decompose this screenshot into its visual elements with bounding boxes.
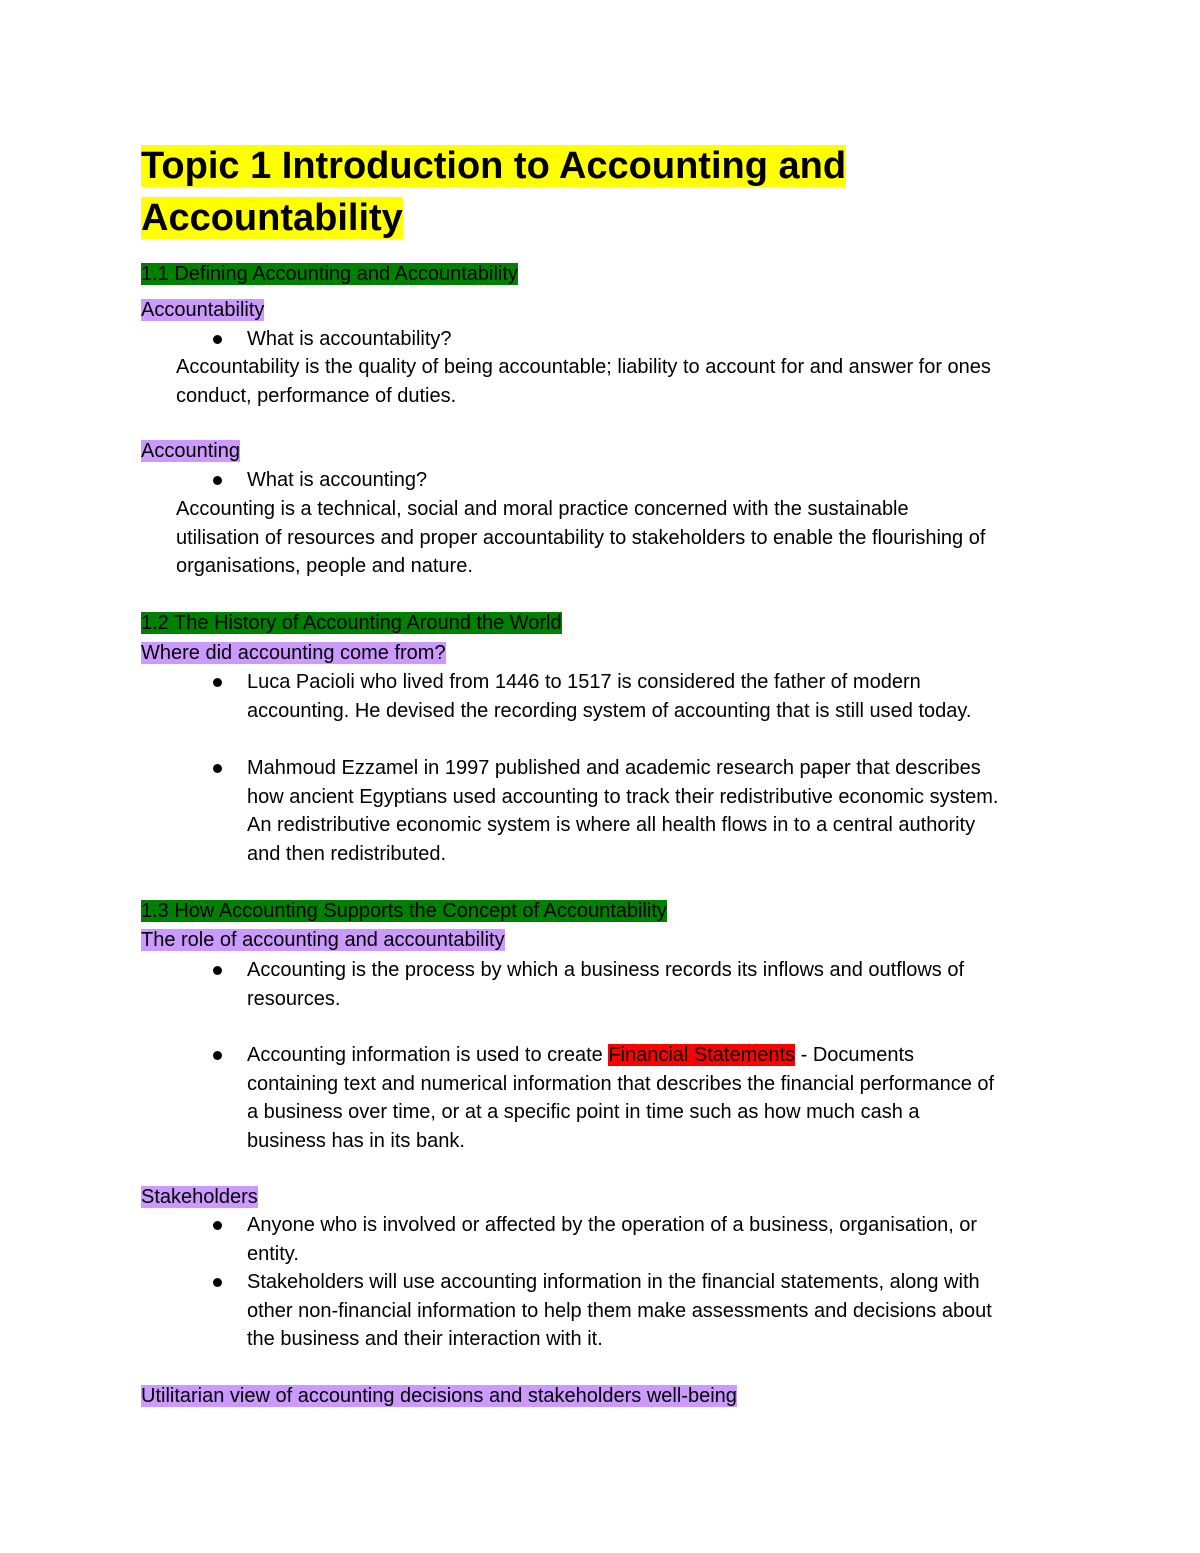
paragraph-line: utilisation of resources and proper accountability to stakeholders to enable the flourishing of: [176, 526, 986, 549]
bullet-list: [141, 668, 1071, 725]
text-span: Accounting information is used to create: [247, 1044, 609, 1066]
bullet-icon: [213, 1278, 222, 1287]
title-line-1: Topic 1 Introduction to Accounting and: [141, 145, 847, 187]
list-item: [141, 1211, 1071, 1268]
bullet-icon: [213, 678, 222, 687]
list-item-text: business has in its bank.: [247, 1129, 465, 1152]
list-item: [141, 956, 1071, 1013]
list-item-text: What is accountability?: [247, 328, 452, 350]
list-item: [141, 325, 1071, 354]
bullet-list: [141, 956, 1071, 1013]
subheading-accounting: [141, 437, 240, 465]
list-item: [141, 1268, 1071, 1354]
paragraph-line: conduct, performance of duties.: [176, 384, 457, 407]
list-item-text: accounting. He devised the recording system of accounting that is still used today.: [247, 699, 972, 722]
subheading-text: Stakeholders: [141, 1186, 258, 1208]
subheading-accountability: [141, 296, 264, 324]
subheading-role: [141, 926, 505, 954]
list-item: [141, 1041, 1071, 1155]
list-item-text: entity.: [247, 1242, 299, 1265]
bullet-icon: [213, 476, 222, 485]
subheading-stakeholders: [141, 1183, 258, 1211]
section-heading-1-1: [141, 260, 518, 288]
section-heading-text: 1.1 Defining Accounting and Accountability: [141, 263, 518, 285]
bullet-list: [141, 1041, 1071, 1155]
paragraph-line: Accounting is a technical, social and moral practice concerned with the sustainable: [176, 498, 909, 520]
section-heading-text: 1.2 The History of Accounting Around the World: [141, 612, 562, 634]
bullet-list: [141, 754, 1071, 868]
list-item-text: Stakeholders will use accounting information in the financial statements, along with: [247, 1271, 980, 1293]
subheading-text: Utilitarian view of accounting decisions and stakeholders well-being: [141, 1385, 737, 1407]
list-item-text: containing text and numerical information that describes the financial performance of: [247, 1072, 995, 1095]
list-item-text: An redistributive economic system is where all health flows in to a central authority: [247, 814, 976, 836]
list-item-text: how ancient Egyptians used accounting to track their redistributive economic system.: [247, 785, 999, 808]
list-item-text: What is accounting?: [247, 469, 428, 491]
bullet-list: [141, 466, 1071, 495]
bullet-icon: [213, 335, 222, 344]
list-item-text: [247, 1041, 1071, 1070]
highlighted-term: Financial Statements: [608, 1044, 796, 1066]
subheading-text: Accounting: [141, 440, 240, 462]
title-line-2: Accountability: [141, 197, 403, 239]
list-item-text: other non-financial information to help them make assessments and decisions about: [247, 1299, 992, 1322]
list-item-text: Luca Pacioli who lived from 1446 to 1517 is considered the father of modern: [247, 671, 921, 693]
list-item: [141, 754, 1071, 868]
page-title: [141, 140, 846, 244]
list-item-text: and then redistributed.: [247, 842, 447, 865]
list-item-text: Mahmoud Ezzamel in 1997 published and academic research paper that describes: [247, 757, 981, 779]
section-heading-1-2: [141, 609, 562, 637]
list-item-text: Anyone who is involved or affected by the operation of a business, organisation, or: [247, 1214, 978, 1236]
subheading-utilitarian: [141, 1382, 737, 1410]
subheading-text: The role of accounting and accountability: [141, 929, 505, 951]
subheading-text: Accountability: [141, 299, 265, 321]
bullet-list: [141, 325, 1071, 354]
list-item-text: the business and their interaction with it.: [247, 1328, 603, 1350]
section-heading-1-3: [141, 897, 667, 925]
paragraph-accountability: [141, 353, 1106, 410]
text-span: - Documents: [795, 1044, 915, 1066]
subheading-where-from: [141, 639, 446, 667]
list-item: [141, 466, 1071, 495]
paragraph-line: Accountability is the quality of being accountable; liability to account for and answer for ones: [176, 356, 991, 378]
subheading-text: Where did accounting come from?: [141, 642, 446, 664]
list-item-text: resources.: [247, 987, 341, 1010]
bullet-icon: [213, 966, 222, 975]
section-heading-text: 1.3 How Accounting Supports the Concept of Accountability: [141, 900, 667, 922]
list-item-text: Accounting is the process by which a business records its inflows and outflows of: [247, 959, 965, 981]
list-item: [141, 668, 1071, 725]
bullet-list: [141, 1211, 1071, 1354]
paragraph-accounting: [141, 495, 1106, 581]
paragraph-line: organisations, people and nature.: [176, 555, 473, 577]
bullet-icon: [213, 1051, 222, 1060]
bullet-icon: [213, 764, 222, 773]
list-item-text: a business over time, or at a specific point in time such as how much cash a: [247, 1101, 920, 1123]
bullet-icon: [213, 1221, 222, 1230]
